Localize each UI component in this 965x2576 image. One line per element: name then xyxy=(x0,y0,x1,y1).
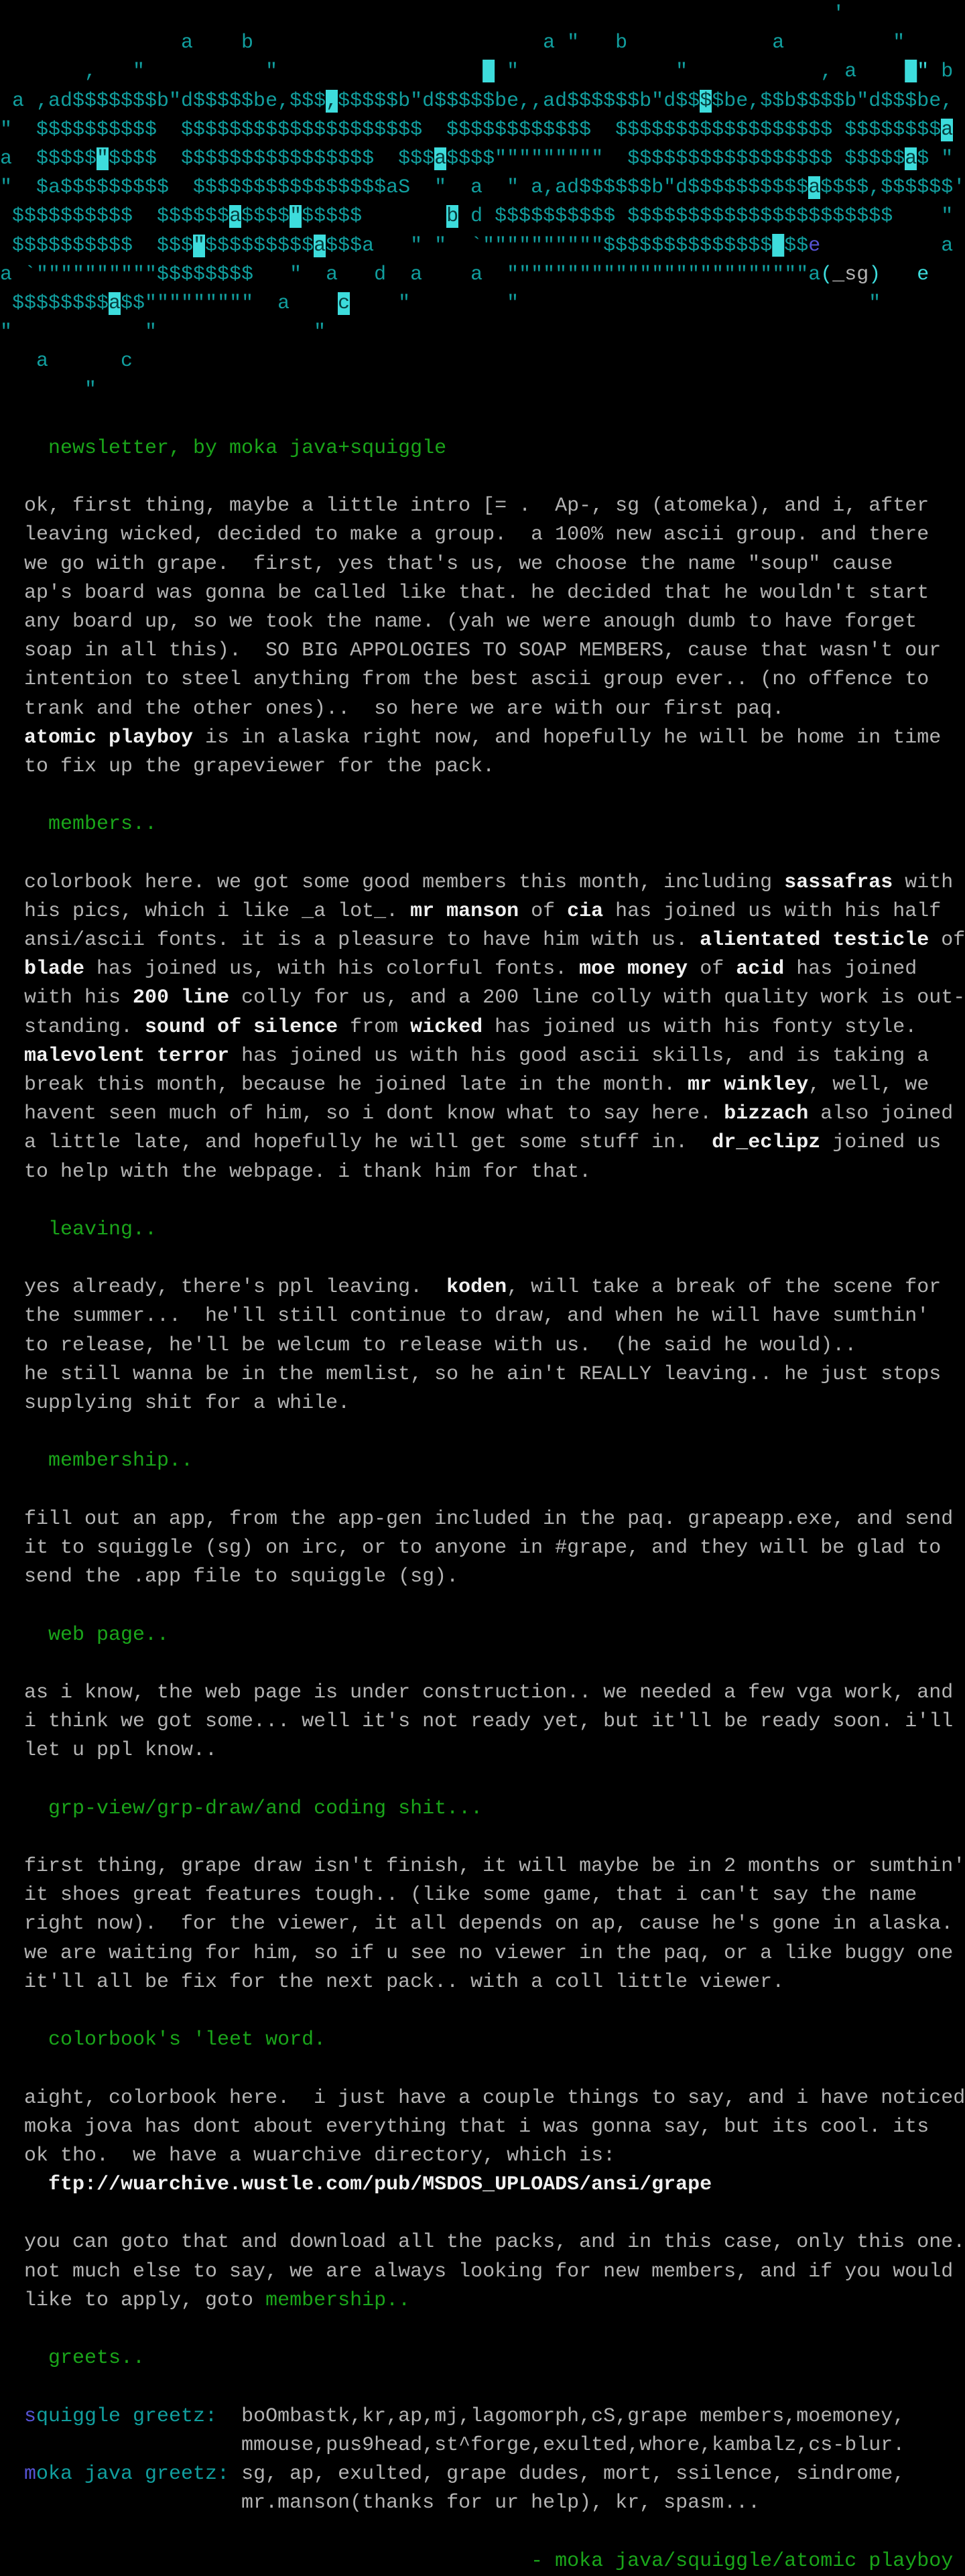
text-line: to fix up the grapeviewer for the pack. xyxy=(0,755,495,778)
text-line: break this month, because he joined late in the month. mr winkley, well, we xyxy=(0,1073,929,1096)
text-line: first thing, grape draw isn't finish, it will maybe be in 2 months or sumthin' xyxy=(0,1855,965,1878)
greetz-line: moka java greetz: sg, ap, exulted, grape dudes, mort, ssilence, sindrome, xyxy=(0,2462,905,2486)
ascii-art-line: a c xyxy=(0,350,133,373)
text-line: colorbook here. we got some good members this month, including sassafras with xyxy=(0,871,954,894)
text-line: blade has joined us, with his colorful fonts. moe money of acid has joined xyxy=(0,958,917,981)
blank-line xyxy=(0,839,965,868)
text-line: to release, he'll be welcum to release with us. (he said he would).. xyxy=(0,1334,857,1357)
signature-line: - moka java/squiggle/atomic playboy xyxy=(0,2549,954,2573)
ftp-url-line: ftp://wuarchive.wustle.com/pub/MSDOS_UPLOADS/ansi/grape xyxy=(0,2173,712,2197)
text-line: fill out an app, from the app-gen included in the paq. grapeapp.exe, and send xyxy=(0,1507,954,1531)
text-line: aight, colorbook here. i just have a couple things to say, and i have noticed xyxy=(0,2086,965,2110)
section-heading: colorbook's 'leet word. xyxy=(0,2028,326,2052)
ascii-art-line: a b a " b a " xyxy=(0,31,905,55)
text-line: it to squiggle (sg) on irc, or to anyone in #grape, and they will be glad to xyxy=(0,1536,942,1559)
ascii-art-line: " $$$$$$$$$$ $$$$$$$$$$$$$$$$$$$$ $$$$$$$$$$$$ $$$$$$$$$$$$$$$$$$ $$$$$$$$a xyxy=(0,118,954,141)
page-title: newsletter, by moka java+squiggle xyxy=(0,436,447,460)
blank-line xyxy=(0,463,965,492)
ascii-art-line: $$$$$$$$$$ $$$$$$a$$$$"$$$$$ b d $$$$$$$$$$ $$$$$$$$$$$$$$$$$$$$$$ " xyxy=(0,205,954,229)
section-heading: web page.. xyxy=(0,1623,170,1647)
ascii-art-line: " $a$$$$$$$$$ $$$$$$$$$$$$$$$$aS " a " a,ad$$$$$$b"d$$$$$$$$$$a$$$$,$$$$$$' xyxy=(0,176,965,200)
blank-line xyxy=(0,2315,965,2344)
section-heading: grp-view/grp-draw/and coding shit... xyxy=(0,1797,483,1820)
text-line: malevolent terror has joined us with his good ascii skills, and is taking a xyxy=(0,1044,929,1068)
ascii-art-line: a `""""""""""$$$$$$$$ " a d a a """""""""""""""""""""""""a(_sg) e xyxy=(0,263,929,286)
ascii-art-line: ' xyxy=(0,3,845,25)
text-line: you can goto that and download all the packs, and in this case, only this one. xyxy=(0,2231,965,2254)
ascii-art-line: a $$$$$"$$$$ $$$$$$$$$$$$$$$$ $$$a$$$$""""""""" $$$$$$$$$$$$$$$$$ $$$$$a$ " xyxy=(0,147,954,170)
text-line: atomic playboy is in alaska right now, and hopefully he will be home in time xyxy=(0,726,942,749)
blank-line xyxy=(0,1592,965,1620)
section-heading: leaving.. xyxy=(0,1218,157,1241)
text-line: it shoes great features tough.. (like some game, that i can't say the name xyxy=(0,1884,917,1907)
blank-line xyxy=(0,2055,965,2083)
text-line: i think we got some... well it's not ready yet, but it'll be ready soon. i'll xyxy=(0,1710,954,1734)
blank-line xyxy=(0,2373,965,2402)
text-line: it'll all be fix for the next pack.. with a coll little viewer. xyxy=(0,1970,785,1994)
blank-line xyxy=(0,781,965,810)
text-line: his pics, which i like _a lot_. mr manson of cia has joined us with his half xyxy=(0,899,942,923)
text-line: the summer... he'll still continue to draw, and when he will have sumthin' xyxy=(0,1305,929,1328)
section-heading: members.. xyxy=(0,813,157,836)
text-line: any board up, so we took the name. (yah we were anough dumb to have forget xyxy=(0,610,917,633)
text-line: we go with grape. first, yes that's us, we choose the name "soup" cause xyxy=(0,552,893,576)
blank-line xyxy=(0,1187,965,1216)
text-line: supplying shit for a while. xyxy=(0,1392,350,1415)
blank-line xyxy=(0,1418,965,1447)
blank-line xyxy=(0,2518,965,2547)
text-line: not much else to say, we are always looking for new members, and if you would xyxy=(0,2260,954,2283)
text-line: trank and the other ones).. so here we are with our first paq. xyxy=(0,697,785,720)
text-line: ap's board was gonna be called like that. he decided that he wouldn't start xyxy=(0,581,929,604)
section-heading: membership.. xyxy=(0,1450,194,1473)
text-line: soap in all this). SO BIG APPOLOGIES TO SOAP MEMBERS, cause that wasn't our xyxy=(0,639,942,663)
text-line: with his 200 line colly for us, and a 200 line colly with quality work is out- xyxy=(0,986,965,1010)
greetz-line: mr.manson(thanks for ur help), kr, spasm... xyxy=(0,2492,761,2515)
blank-line xyxy=(0,1476,965,1505)
text-line: a little late, and hopefully he will get some stuff in. dr_eclipz joined us xyxy=(0,1131,942,1155)
text-line: let u ppl know.. xyxy=(0,1739,218,1762)
text-line: leaving wicked, decided to make a group. a 100% new ascii group. and there xyxy=(0,523,929,547)
text-line: ansi/ascii fonts. it is a pleasure to have him with us. alientated testicle of xyxy=(0,929,965,952)
text-line: yes already, there's ppl leaving. koden, will take a break of the scene for xyxy=(0,1276,942,1299)
text-line: right now). for the viewer, it all depends on ap, cause he's gone in alaska. xyxy=(0,1913,954,1936)
ascii-art-line: $$$$$$$$a$$""""""""" a c " " " xyxy=(0,292,881,315)
text-line: havent seen much of him, so i dont know what to say here. bizzach also joined xyxy=(0,1102,954,1126)
blank-line xyxy=(0,1823,965,1852)
text-line: ok, first thing, maybe a little intro [= . Ap-, sg (atomeka), and i, after xyxy=(0,495,929,518)
ascii-art-line: " " " xyxy=(0,321,326,344)
blank-line xyxy=(0,2199,965,2228)
blank-line xyxy=(0,1997,965,2026)
ascii-art-line: $$$$$$$$$$ $$$"$$$$$$$$$a$$$a " " `""""""""""$$$$$$$$$$$$$$█$$e a xyxy=(0,234,954,257)
text-line: ok tho. we have a wuarchive directory, which is: xyxy=(0,2144,616,2167)
text-line: to help with the webpage. i thank him for that. xyxy=(0,1160,592,1183)
blank-line xyxy=(0,405,965,434)
ascii-art-line: a ,ad$$$$$$$b"d$$$$$be,$$$,$$$$$b"d$$$$$be,,ad$$$$$$b"d$$$$be,$$b$$$$b"d$$$be, xyxy=(0,89,954,113)
text-line: intention to steel anything from the best ascii group ever.. (no offence to xyxy=(0,668,929,692)
text-line: he still wanna be in the memlist, so he ain't REALLY leaving.. he just stops xyxy=(0,1362,942,1386)
greetz-line: mmouse,pus9head,st^forge,exulted,whore,kambalz,cs-blur. xyxy=(0,2433,905,2457)
section-heading: greets.. xyxy=(0,2347,145,2370)
text-line: moka jova has dont about everything that i was gonna say, but its cool. its xyxy=(0,2115,929,2138)
text-line: send the .app file to squiggle (sg). xyxy=(0,1565,459,1589)
text-line: we are waiting for him, so if u see no viewer in the paq, or a like buggy one xyxy=(0,1941,954,1965)
greetz-line: squiggle greetz: boOmbastk,kr,ap,mj,lagomorph,cS,grape members,moemoney, xyxy=(0,2404,905,2428)
text-line: as i know, the web page is under construction.. we needed a few vga work, and xyxy=(0,1681,954,1704)
blank-line xyxy=(0,1650,965,1679)
text-line: standing. sound of silence from wicked has joined us with his fonty style. xyxy=(0,1015,917,1039)
ascii-art-line: " xyxy=(0,379,97,402)
ascii-art-line: , " " █ " " , a █" b xyxy=(0,60,954,84)
blank-line xyxy=(0,1765,965,1794)
text-line: like to apply, goto membership.. xyxy=(0,2289,411,2312)
blank-line xyxy=(0,1244,965,1273)
